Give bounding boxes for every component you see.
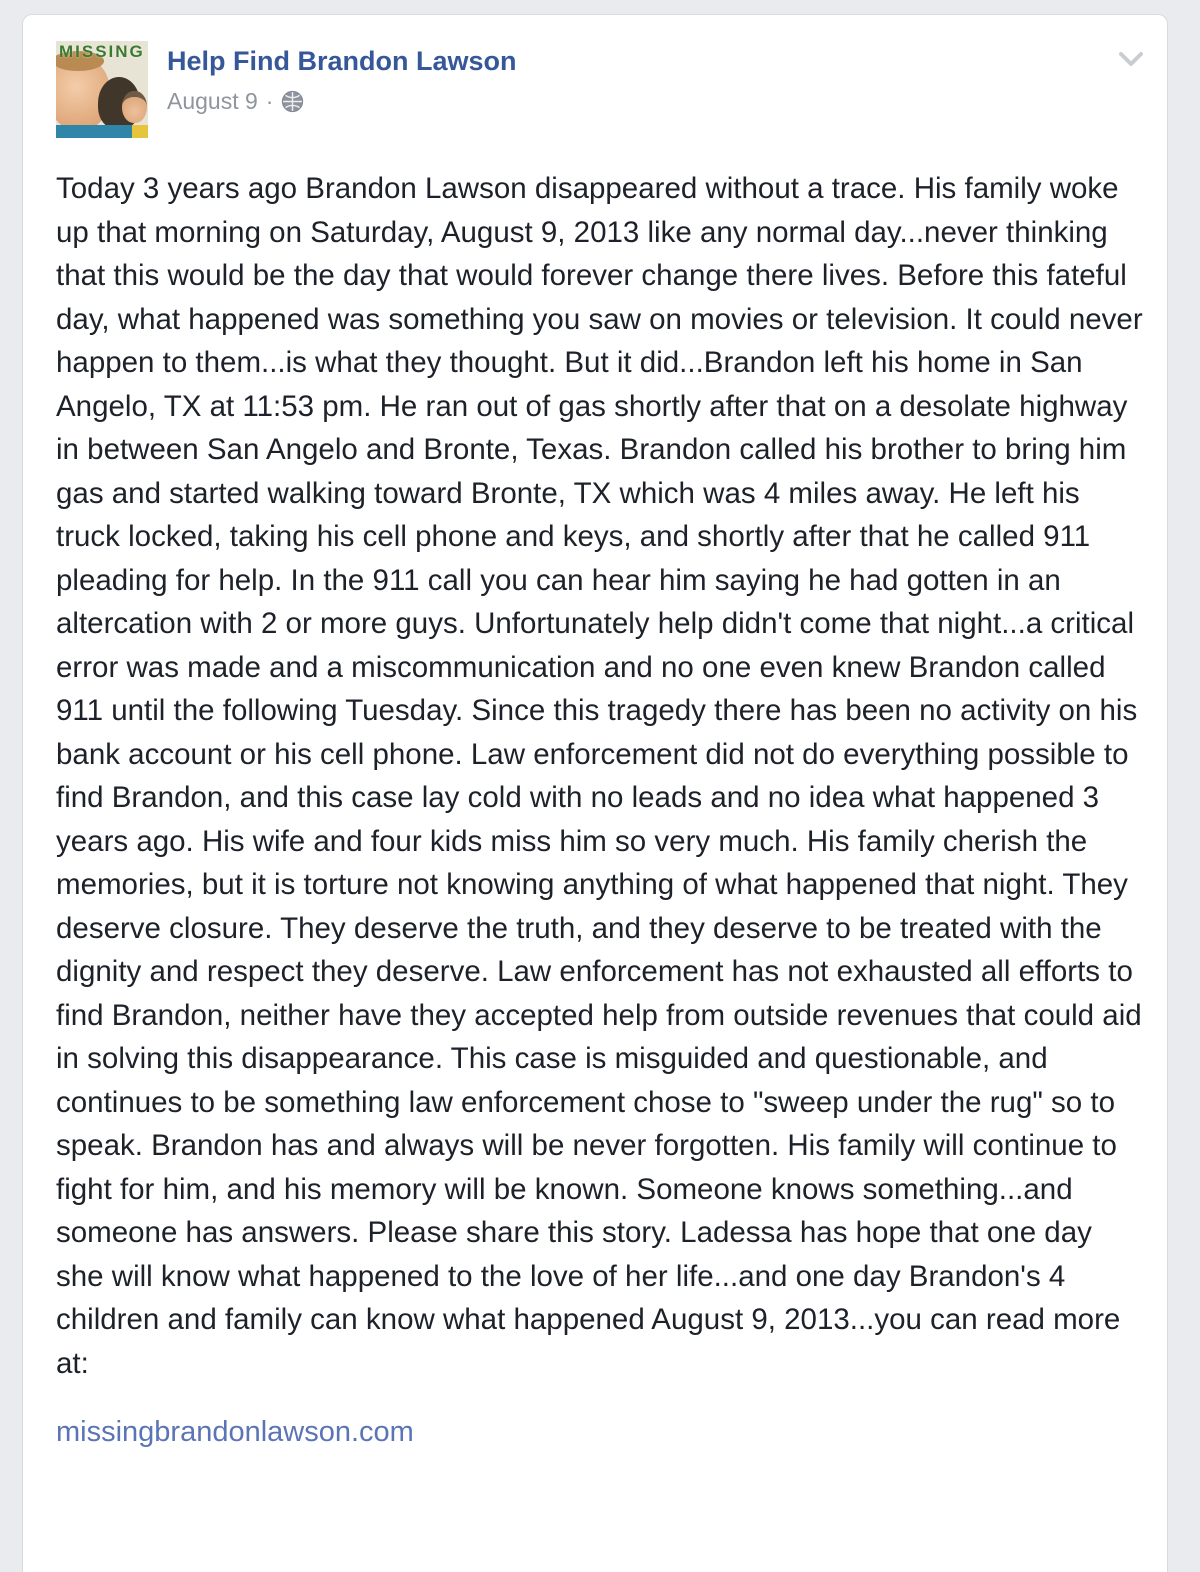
page-name-link[interactable]: Help Find Brandon Lawson [167, 46, 517, 76]
post-header [23, 15, 1167, 138]
meta-separator: · [265, 88, 274, 114]
post-text: Today 3 years ago Brandon Lawson disappeared without a trace. His family woke up that morning on Saturday, August 9, 2013 like any normal day...never thinking that this would be the day that would forever change there lives. Before this fateful day, what happened was something you saw on movies or television. It could never happen to them...is what they thought. But it did...Brandon left his home in San Angelo, TX at 11:53 pm. He ran out of gas shortly after that on a desolate highway in between San Angelo and Bronte, Texas. Brandon called his brother to bring him gas and started walking toward Bronte, TX which was 4 miles away. He left his truck locked, taking his cell phone and keys, and shortly after that he called 911 pleading for help. In the 911 call you can hear him saying he had gotten in an altercation with 2 or more guys. Unfortunately help didn't come that night...a critical error was made and a miscommunication and no one even knew Brandon called 911 until the following Tuesday. Since this tragedy there has been no activity on his bank account or his cell phone. Law enforcement did not do everything possible to find Brandon, and this case lay cold with no leads and no idea what happened 3 years ago. His wife and four kids miss him so very much. His family cherish the memories, but it is torture not knowing anything of what happened that night. They deserve closure. They deserve the truth, and they deserve to be treated with the dignity and respect they deserve. Law enforcement has not exhausted all efforts to find Brandon, neither have they accepted help from outside revenues that could aid in solving this disappearance. This case is misguided and questionable, and continues to be something law enforcement chose to "sweep under the rug" so to speak. Brandon has and always will be never forgotten. His family will continue to fight for him, and his memory will be known. Someone knows something...and someone has answers. Please share this story. Ladessa has hope that one day she will know what happened to the love of her life...and one day Brandon's 4 children and family can know what happened August 9, 2013...you can read more at: [56, 172, 1143, 1380]
avatar-bottom-strip-accent [132, 125, 148, 138]
avatar-missing-text: MISSING [59, 42, 145, 61]
post-link-url[interactable]: missingbrandonlawson.com [56, 1416, 414, 1448]
globe-icon [281, 90, 304, 113]
post-card [22, 14, 1168, 1572]
post-menu-button[interactable] [1109, 45, 1153, 79]
chevron-down-icon [1115, 50, 1147, 75]
page-avatar[interactable] [56, 41, 148, 138]
post-meta [167, 88, 517, 115]
post-header-text [167, 41, 517, 138]
post-timestamp[interactable]: August 9 [167, 88, 258, 114]
avatar-face-small [122, 91, 147, 123]
